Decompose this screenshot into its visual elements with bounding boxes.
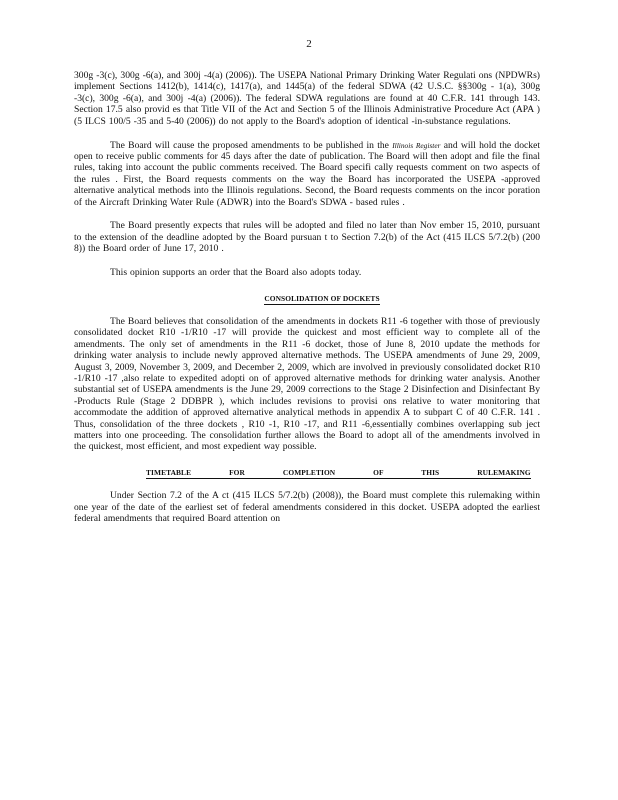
section-heading-timetable-text: TIMETABLE FOR COMPLETION OF THIS RULEMAKING	[146, 467, 531, 477]
paragraph-statutory-basis: 300g -3(c), 300g -6(a), and 300j -4(a) (2006)). The USEPA National Primary Drinking Water Regulati ons (NPDWRs) implement Sections 1412(b), 1414(c), 1417(a), and 1445(a) of the federal SDWA (42 U.S.C. §§300g - 1(a), 300g -3(c), 300g -6(a), and 300j -4(a) (2006)). The federal SDWA regulations are found at 40 C.F.R. 141 through 143. Section 17.5 also provid es that Title VII of the Act and Section 5 of the Illinois Administrative Procedure Act (APA )(5 ILCS 100/5 -35 and 5-40 (2006)) do not apply to the Board's adoption of identical -in-substance regulations.	[74, 70, 540, 127]
paragraph-consolidation: The Board believes that consolidation of the amendments in dockets R11 -6 together with those of previously consolidated docket R10 -1/R10 -17 will provide the quickest and most efficient way to complete all of the amendments. The only set of amendments in the R11 -6 docket, those of June 8, 2010 update the methods for drinking water analysis to include newly approved alternative methods. The USEPA amendments of June 29, 2009, August 3, 2009, November 3, 2009, and December 2, 2009, which are involved in previously consolidated docket R10 -1/R10 -17 ,also relate to expedited adopti on of approved alternative methods for drinking water analysis. Another substantial set of USEPA amendments is the June 29, 2009 corrections to the Stage 2 Disinfection and Disinfectant By -Products Rule (Stage 2 DDBPR ), which includes revisions to provisi ons relative to water monitoring that accommodate the addition of approved alternative analytical methods in appendix A to subpart C of 40 C.F.R. 141 . Thus, consolidation of the three dockets , R10 -1, R10 -17, and R11 -6,essentially combines overlapping sub ject matters into one proceeding. The consolidation further allows the Board to adopt all of the amendments involved in the quickest, most efficient, and most expedient way possible.	[74, 316, 540, 453]
paragraph-adoption-deadline: The Board presently expects that rules will be adopted and filed no later than Nov ember 15, 2010, pursuant to the extension of the deadline adopted by the Board pursuan t to Section 7.2(b) of the Act (415 ILCS 5/7.2(b) (200 8)) the Board order of June 17, 2010 .	[74, 220, 540, 255]
paragraph-public-comment-rest: and will hold the docket open to receive public comments for 45 days after the date of publication. The Board will then adopt and file the final rules, taking into account the public comments received. The Board specifi cally requests comment on two aspects of the rules . First, the Board requests comments on the way the Board has incorporated the USEPA -approved alternative analytical methods into the Illinois regulations. Second, the Board requests comments on the incor poration of the Aircraft Drinking Water Rule (ADWR) into the Board's SDWA - based rules .	[74, 139, 540, 208]
paragraph-public-comment	[74, 140, 540, 208]
section-heading-timetable	[74, 467, 540, 478]
paragraph-public-comment-start: The Board will cause the proposed amendments to be published in the	[110, 139, 393, 151]
page-number: 2	[306, 38, 312, 50]
illinois-register-title: Illinois Register	[392, 140, 441, 150]
paragraph-order-note: This opinion supports an order that the Board also adopts today.	[110, 267, 362, 279]
paragraph-timetable: Under Section 7.2 of the A ct (415 ILCS 5/7.2(b) (2008)), the Board must complete this rulemaking within one year of the date of the earliest set of federal amendments considered in this docket. USEPA adopted the earliest federal amendments that required Board attention on	[74, 490, 540, 525]
section-heading-consolidation-text: CONSOLIDATION OF DOCKETS	[264, 293, 380, 303]
section-heading-consolidation	[74, 293, 540, 304]
document-body	[74, 70, 540, 537]
